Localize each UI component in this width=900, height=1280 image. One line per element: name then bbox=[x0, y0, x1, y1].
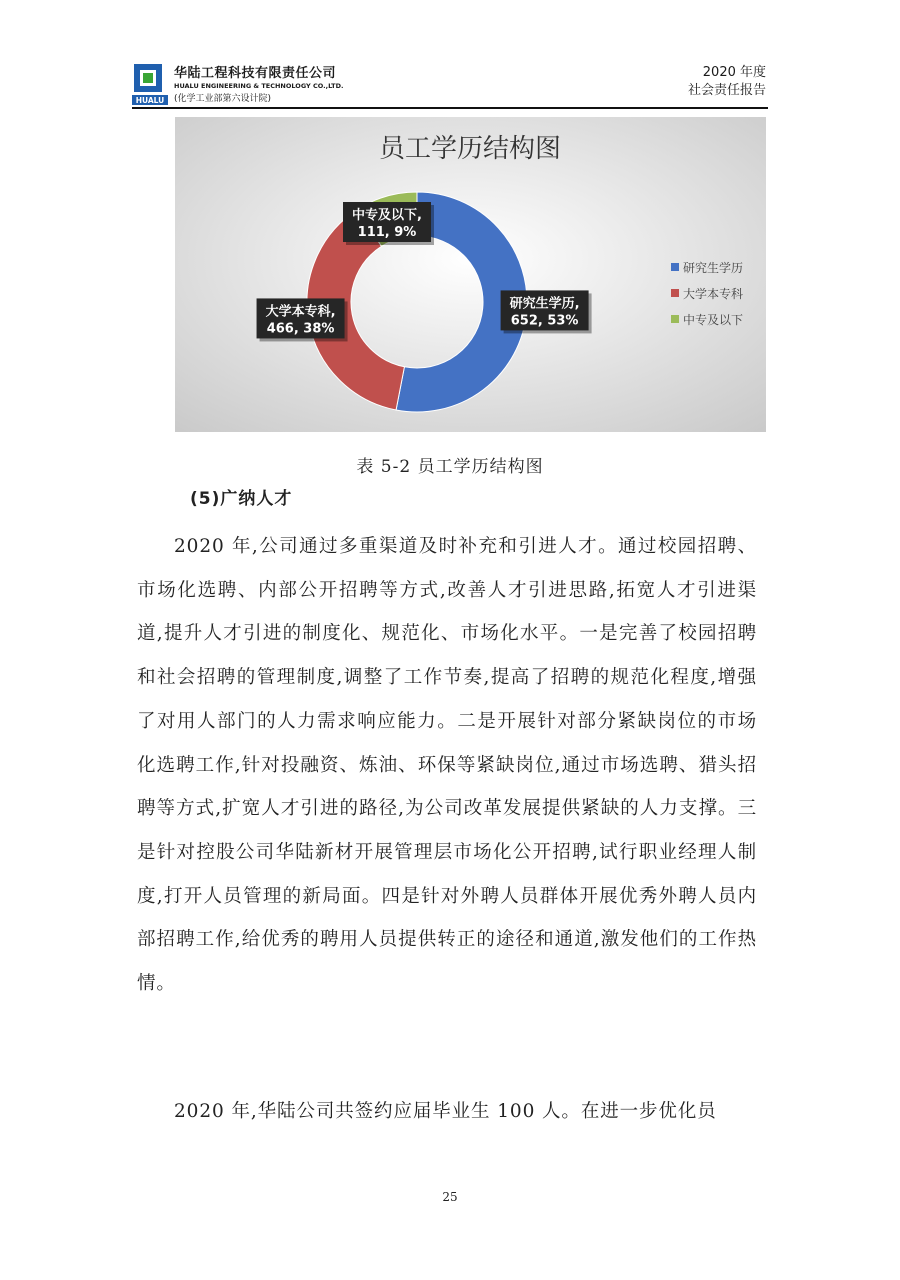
education-chart bbox=[175, 117, 766, 432]
data-label-name: 中专及以下, bbox=[352, 208, 422, 223]
data-label-3 bbox=[343, 202, 434, 245]
report-title-block bbox=[688, 64, 766, 100]
logo-text: HUALU bbox=[135, 96, 165, 105]
report-year: 2020 年度 bbox=[702, 65, 766, 80]
company-name-block bbox=[174, 62, 343, 104]
legend-label: 大学本专科 bbox=[683, 287, 744, 301]
page-number: 25 bbox=[442, 1190, 458, 1204]
chart-title: 员工学历结构图 bbox=[378, 134, 562, 164]
data-label-1 bbox=[501, 290, 592, 333]
data-label-value: 652, 53% bbox=[510, 313, 579, 329]
legend-label: 中专及以下 bbox=[683, 313, 744, 327]
legend-label: 研究生学历 bbox=[683, 261, 744, 275]
body-paragraph-2: 2020 年,华陆公司共签约应届毕业生 100 人。在进一步优化员 bbox=[174, 1101, 717, 1122]
page-header bbox=[132, 58, 768, 108]
legend-swatch bbox=[671, 263, 679, 271]
data-label-value: 466, 38% bbox=[266, 321, 335, 337]
data-label-value: 111, 9% bbox=[357, 225, 417, 240]
body-paragraph-1: 2020 年,公司通过多重渠道及时补充和引进人才。通过校园招聘、市场化选聘、内部公开招聘等方式,改善人才引进思路,拓宽人才引进渠道,提升人才引进的制度化、规范化、市场化水平。一是完善了校园招聘和社会招聘的管理制度,调整了工作节奏,提高了招聘的规范化程度,增强了对用人部门的人力需求响应能力。二是开展针对部分紧缺岗位的市场化选聘工作,针对投融资、炼油、环保等紧缺岗位,通过市场选聘、猎头招聘等方式,扩宽人才引进的路径,为公司改革发展提供紧缺的人力支撑。三是针对控股公司华陆新材开展管理层市场化公开招聘,试行职业经理人制度,打开人员管理的新局面。四是针对外聘人员群体开展优秀外聘人员内部招聘工作,给优秀的聘用人员提供转正的途径和通道,激发他们的工作热情。 bbox=[137, 536, 757, 995]
figure-caption: 表 5-2 员工学历结构图 bbox=[356, 457, 544, 477]
education-donut-chart bbox=[175, 117, 766, 432]
company-name-en: HUALU ENGINEERING & TECHNOLOGY CO.,LTD. bbox=[174, 82, 344, 90]
legend-swatch bbox=[671, 289, 679, 297]
header-rule bbox=[132, 107, 768, 109]
data-label-name: 研究生学历, bbox=[509, 296, 580, 312]
company-name-cn: 华陆工程科技有限责任公司 bbox=[174, 66, 337, 81]
report-title: 社会责任报告 bbox=[687, 83, 766, 98]
section-title: (5)广纳人才 bbox=[190, 489, 293, 509]
company-subtitle: (化学工业部第六设计院) bbox=[174, 94, 272, 104]
legend-swatch bbox=[671, 315, 679, 323]
company-logo bbox=[132, 62, 168, 106]
data-label-name: 大学本专科, bbox=[265, 304, 336, 320]
data-label-2 bbox=[257, 298, 348, 341]
